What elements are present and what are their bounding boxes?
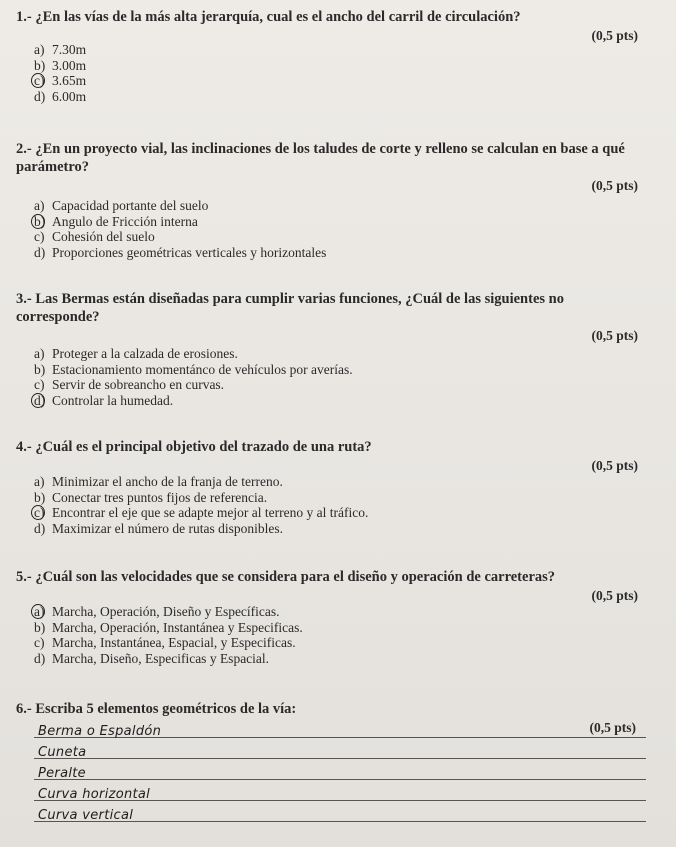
question-title: 3.- Las Bermas están diseñadas para cumplir varias funciones, ¿Cuál de las siguientes no corresponde? [16, 291, 564, 325]
options-list [16, 198, 646, 260]
option-a [16, 474, 646, 490]
question-3 [16, 290, 646, 408]
points-label: (0,5 pts) [591, 458, 638, 473]
handwritten-answer: Curva horizontal [38, 787, 151, 802]
options-list [16, 42, 646, 104]
option-text: Controlar la humedad. [52, 392, 174, 408]
option-letter: c) [34, 635, 45, 650]
option-text: 7.30m [52, 42, 87, 57]
options-list [16, 604, 646, 666]
option-text: Marcha, Diseño, Especificas y Espacial. [52, 650, 270, 666]
option-text: Estacionamiento momentánco de vehículos por averías. [52, 361, 353, 377]
option-text: Cohesión del suelo [52, 229, 155, 244]
points-label: (0,5 pts) [591, 178, 638, 193]
question-4 [16, 438, 646, 536]
option-letter: a) [34, 346, 45, 361]
answer-lines [16, 718, 646, 828]
question-1 [16, 8, 646, 104]
option-c-selected [16, 505, 646, 521]
option-c [16, 635, 646, 651]
answer-line-3[interactable] [34, 760, 646, 780]
option-letter: d) [34, 650, 46, 666]
handwritten-answer: Cuneta [38, 745, 87, 760]
option-text: Marcha, Operación, Instantánea y Especificas. [52, 619, 303, 635]
option-text: Marcha, Instantánea, Espacial, y Especificas. [52, 635, 296, 650]
option-b [16, 620, 646, 636]
option-b [16, 58, 646, 74]
option-b-selected [16, 214, 646, 230]
option-letter: c) [34, 505, 48, 521]
option-d [16, 521, 646, 537]
points-label: (0,5 pts) [591, 328, 638, 343]
option-text: Angulo de Fricción interna [52, 213, 198, 229]
option-letter: b) [34, 214, 48, 230]
option-text: Encontrar el eje que se adapte mejor al terreno y al tráfico. [52, 505, 369, 520]
option-c [16, 229, 646, 245]
option-d-selected [16, 393, 646, 409]
option-text: Conectar tres puntos fijos de referencia. [52, 489, 268, 505]
points-label: (0,5 pts) [589, 720, 636, 735]
option-letter: d) [34, 244, 46, 260]
answer-line-4[interactable] [34, 781, 646, 801]
question-title: 6.- Escriba 5 elementos geométricos de la vía: [16, 701, 297, 717]
option-text: 6.00m [52, 88, 87, 104]
points-label: (0,5 pts) [591, 588, 638, 603]
option-letter: d) [34, 393, 48, 409]
option-a-selected [16, 604, 646, 620]
option-letter: b) [34, 361, 46, 377]
question-title: 2.- ¿En un proyecto vial, las inclinaciones de los taludes de corte y relleno se calculan en base a qué parámetro? [16, 141, 625, 175]
answer-line-2[interactable] [34, 739, 646, 759]
option-d [16, 245, 646, 261]
option-letter: c) [34, 73, 48, 89]
option-text: Servir de sobreancho en curvas. [52, 377, 225, 392]
handwritten-answer: Peralte [38, 766, 86, 781]
question-title: 1.- ¿En las vías de la más alta jerarquía, cual es el ancho del carril de circulación? [16, 9, 521, 25]
option-text: Maximizar el número de rutas disponibles. [52, 520, 283, 536]
option-d [16, 89, 646, 105]
option-letter: d) [34, 520, 46, 536]
option-text: 3.00m [52, 57, 87, 73]
option-letter: c) [34, 377, 45, 392]
option-text: Proporciones geométricas verticales y horizontales [52, 244, 327, 260]
option-a [16, 198, 646, 214]
option-letter: b) [34, 489, 46, 505]
points-label: (0,5 pts) [591, 28, 638, 43]
options-list [16, 346, 646, 408]
option-d [16, 651, 646, 667]
option-text: 3.65m [52, 73, 87, 88]
option-b [16, 362, 646, 378]
option-c-selected [16, 73, 646, 89]
option-letter: a) [34, 604, 48, 620]
option-a [16, 42, 646, 58]
question-2 [16, 140, 646, 260]
option-letter: a) [34, 198, 45, 213]
option-text: Minimizar el ancho de la franja de terreno. [52, 474, 283, 489]
option-letter: c) [34, 229, 45, 244]
handwritten-answer: Berma o Espaldón [38, 724, 162, 739]
option-text: Marcha, Operación, Diseño y Específicas. [52, 604, 280, 619]
answer-line-5[interactable] [34, 802, 646, 822]
option-letter: a) [34, 474, 45, 489]
question-title: 4.- ¿Cuál es el principal objetivo del trazado de una ruta? [16, 439, 372, 455]
option-b [16, 490, 646, 506]
question-5 [16, 568, 646, 666]
option-letter: a) [34, 42, 45, 57]
options-list [16, 474, 646, 536]
option-c [16, 377, 646, 393]
question-title: 5.- ¿Cuál son las velocidades que se considera para el diseño y operación de carreteras? [16, 569, 556, 585]
answer-line-1[interactable] [34, 718, 646, 738]
option-text: Capacidad portante del suelo [52, 198, 209, 213]
option-a [16, 346, 646, 362]
option-text: Proteger a la calzada de erosiones. [52, 346, 238, 361]
question-6 [16, 700, 646, 718]
option-letter: b) [34, 619, 46, 635]
option-letter: d) [34, 88, 46, 104]
option-letter: b) [34, 57, 46, 73]
handwritten-answer: Curva vertical [38, 808, 134, 823]
